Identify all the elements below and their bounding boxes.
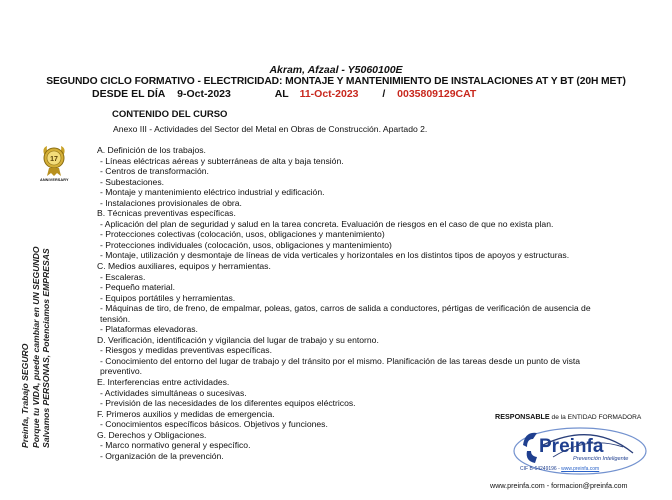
content-heading: B. Técnicas preventivas específicas. [97,208,236,219]
content-heading: C. Medios auxiliares, equipos y herramientas. [97,261,271,272]
content-item: - Subestaciones. [100,176,165,187]
content-item: - Riesgos y medidas preventivas específicas. [100,345,272,356]
responsible-bold: RESPONSABLE [495,412,550,421]
content-heading: F. Primeros auxilios y medidas de emergencia. [97,408,275,419]
motto-line-3: Salvamos PERSONAS, Potenciamos EMPRESAS [41,248,51,448]
responsible-label [495,412,641,421]
content-item: - Instalaciones provisionales de obra. [100,197,242,208]
responsible-rest: de la ENTIDAD FORMADORA [549,414,642,421]
content-heading: G. Derechos y Obligaciones. [97,429,207,440]
code-separator: / [382,88,386,100]
motto-line-2: Porque tu VIDA, puede cambiar en UN SEGUNDO [30,246,41,448]
stamp-cif: CIF B-64249196 [520,466,557,472]
content-item: - Equipos portátiles y herramientas. [100,292,236,303]
certificate-code: 0035809129CAT [397,88,477,100]
from-date: 9-Oct-2023 [177,88,231,100]
content-item: - Aplicación del plan de seguridad y salud en la tarea concreta. Evaluación de riesgos en el caso de que no exista plan. [100,218,554,229]
stamp-cif-line [520,466,599,472]
content-continuation: preventivo. [100,366,143,377]
content-heading: A. Definición de los trabajos. [97,145,206,155]
content-item: - Plataformas elevadoras. [100,324,198,335]
content-heading: D. Verificación, identificación y vigilancia del lugar de trabajo y su entorno. [97,334,379,345]
content-item: - Protecciones individuales (colocación, usos, obligaciones y mantenimiento) [100,239,392,250]
content-item: - Máquinas de tiro, de freno, de empalmar, poleas, gatos, carros de salida a conductores, pértigas de verificación de ausencia de [100,303,591,314]
annex-reference: Anexo III - Actividades del Sector del Metal en Obras de Construcción. Apartado 2. [113,124,428,134]
to-label: AL [274,88,289,100]
stamp-cif-separator: - [556,466,562,472]
content-item: - Previsión de las necesidades de los diferentes equipos eléctricos. [100,398,356,409]
content-item: - Conocimiento del entorno del lugar de trabajo y del tránsito por el mismo. Planificación de las tareas desde un punto de vista [100,355,581,366]
course-title: SEGUNDO CICLO FORMATIVO - ELECTRICIDAD: MONTAJE Y MANTENIMIENTO DE INSTALACIONES AT Y BT (20H MET) [46,76,626,87]
badge-label: ANNIVERSARY [40,178,69,182]
content-item: - Conocimientos específicos básicos. Objetivos y funciones. [100,419,328,430]
section-title: CONTENIDO DEL CURSO [112,109,228,120]
stamp-tagline: Prevención Inteligente [573,456,629,462]
vertical-motto [20,148,52,448]
content-item: - Escaleras. [100,271,146,282]
content-item: - Líneas eléctricas aéreas y subterráneas de alta y baja tensión. [100,155,344,166]
content-item: - Actividades simultáneas o sucesivas. [100,387,247,398]
content-continuation: tensión. [100,313,131,324]
student-name: Akram, Afzaal - Y5060100E [269,64,403,76]
to-date: 11-Oct-2023 [299,88,359,100]
stamp-web: www.preinfa.com [561,466,600,472]
stamp-brand: Preinfa [539,436,604,457]
content-item: - Organización de la prevención. [100,450,224,461]
content-item: - Pequeño material. [100,282,175,293]
content-item: - Centros de transformación. [100,166,209,177]
content-item: - Marco normativo general y específico. [100,440,251,451]
content-heading: E. Interferencias entre actividades. [97,377,230,388]
content-item: - Protecciones colectivas (colocación, usos, obligaciones y mantenimiento) [100,229,385,240]
motto-line-1: Preinfa, Trabajo SEGURO [20,343,30,448]
footer-contact: www.preinfa.com - formacion@preinfa.com [490,481,628,490]
badge-number: 17 [50,156,58,163]
from-label: DESDE EL DÍA [92,88,166,100]
content-item: - Montaje, utilización y desmontaje de líneas de vida verticales y horizontales en los distintos tipos de apoyos y estructuras. [100,250,570,261]
content-item: - Montaje y mantenimiento eléctrico industrial y edificación. [100,187,325,198]
date-range [92,88,476,100]
